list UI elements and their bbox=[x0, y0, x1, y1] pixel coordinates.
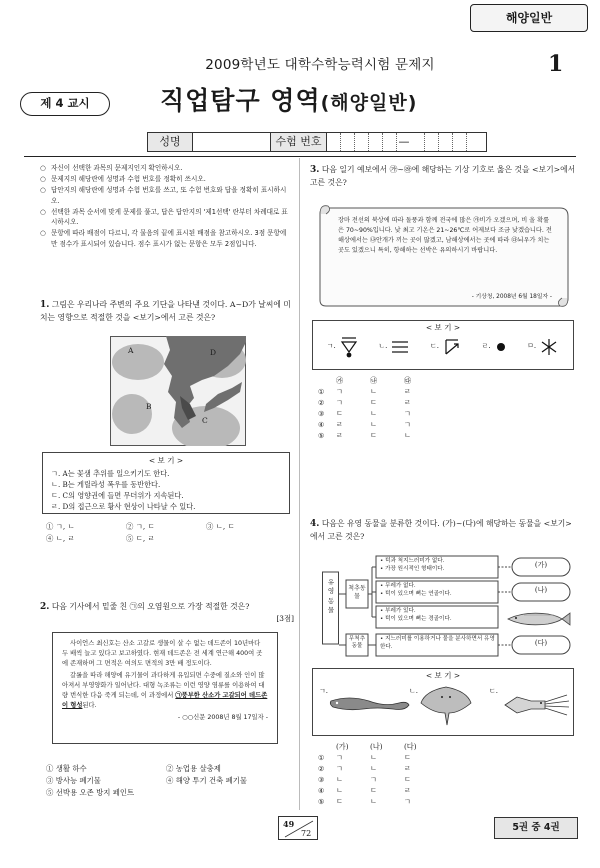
q1-options bbox=[46, 522, 286, 544]
period-badge: 제 4 교시 bbox=[20, 92, 110, 116]
table-row[interactable]: ③ ㄴ ㄱ ㄷ bbox=[318, 775, 411, 785]
column-divider bbox=[299, 158, 300, 810]
instruction-item: ○ 답안지의 해당란에 성명과 수험 번호를 쓰고, 또 수험 번호와 답을 정확히 표시하시오. bbox=[40, 186, 287, 205]
squid-icon bbox=[501, 687, 571, 723]
question-number: 2. bbox=[40, 602, 50, 612]
animal-letter: ㄴ. bbox=[409, 687, 418, 695]
bogi-title: < 보 기 > bbox=[425, 323, 461, 332]
map-label-d: D bbox=[210, 348, 217, 357]
footer-total: 72 bbox=[301, 829, 312, 838]
name-field[interactable] bbox=[193, 132, 271, 152]
option-2[interactable]: ② ㄱ, ㄷ bbox=[126, 522, 155, 531]
bogi-item: ㄱ. A는 꽃샘 추위를 일으키기도 한다. bbox=[51, 469, 170, 479]
question-3 bbox=[310, 163, 578, 190]
squall-symbol-icon bbox=[442, 338, 462, 356]
table-row[interactable]: ④ ㄹ ㄴ ㄱ bbox=[318, 420, 411, 430]
q3-forecast-scroll bbox=[316, 202, 572, 310]
bogi-title: < 보 기 > bbox=[425, 671, 461, 680]
footer-volume: 5권 중 4권 bbox=[494, 817, 578, 839]
q3-bogi-box bbox=[312, 320, 574, 370]
table-row[interactable]: ① ㄱ ㄴ ㄷ bbox=[318, 753, 411, 763]
q4-answer-table bbox=[318, 742, 438, 808]
subject-tag: 해양일반 bbox=[470, 4, 588, 32]
exam-no-field[interactable] bbox=[327, 132, 487, 152]
q2-article bbox=[52, 632, 278, 744]
q4-bogi-box bbox=[312, 668, 574, 736]
leaf-a: • 턱과 척지느러미가 없다. • 가장 원시적인 형태이다. bbox=[380, 558, 445, 572]
symbol-option-c: ㄷ. bbox=[430, 338, 462, 356]
forecast-source: - 기상청, 2008년 6월 18일자 - bbox=[471, 294, 552, 300]
exam-no-dash: — bbox=[398, 134, 410, 148]
rain-symbol-icon bbox=[494, 340, 508, 354]
table-header: ㉮ ㉯ ㉰ bbox=[336, 376, 412, 386]
exam-title: 2009학년도 대학수학능력시험 문제지 bbox=[205, 57, 435, 73]
footer-page: 49 bbox=[283, 819, 295, 829]
fish-icon bbox=[504, 608, 572, 630]
symbol-option-e: ㅁ. bbox=[527, 337, 559, 357]
bogi-item: ㄷ. C의 영향권에 들면 무더위가 지속된다. bbox=[51, 490, 184, 500]
option-5[interactable]: ⑤ ㄷ, ㄹ bbox=[126, 533, 155, 543]
animal-letter: ㄱ. bbox=[319, 687, 328, 695]
question-text: 다음 기사에서 밑줄 친 ㉠의 오염원으로 가장 적절한 것은? bbox=[51, 602, 250, 611]
q4-classification-tree bbox=[322, 554, 574, 664]
option-3[interactable]: ③ 방사능 폐기물 bbox=[46, 775, 101, 785]
article-paragraph: 갈롤을 따라 해양에 유기물이 과다하게 유입되면 수중에 질소와 인이 많아져서 부영양화가 일어난다. 대형 녹조류는 이런 영양 염류를 이용하여 대량 번식한 다음 죽게 되는데, 이 과정에서 ㉠풍부한 산소가 고갈되어 데드존이 형성된다. bbox=[62, 672, 268, 710]
article-paragraph: 사이언스 최신호는 산소 고갈로 생물이 살 수 없는 데드존이 10년마다 두 배씩 늘고 있다고 보고하였다. 현재 데드존은 전 세계 연근해 400여 곳에 존재하며 그 면적은 여의도 면적의 3만 배 정도이다. bbox=[62, 640, 263, 668]
symbol-option-a: ㄱ. bbox=[327, 336, 359, 358]
instructions bbox=[40, 163, 292, 250]
id-row bbox=[147, 132, 487, 152]
table-row[interactable]: ④ ㄴ ㄷ ㄹ bbox=[318, 786, 411, 796]
air-mass-map bbox=[110, 336, 246, 446]
leaf-c: • 부레가 있다. • 턱이 있으며 뼈는 경골이다. bbox=[380, 608, 452, 622]
name-label: 성명 bbox=[147, 132, 193, 152]
table-row[interactable]: ⑤ ㄷ ㄴ ㄱ bbox=[318, 797, 411, 807]
animal-letter: ㄷ. bbox=[489, 687, 498, 695]
underlined-phrase: ㉠풍부한 산소가 고갈되어 데드존이 형성 bbox=[62, 692, 268, 710]
bogi-item: ㄹ. D의 접근으로 황사 현상이 나타날 수 있다. bbox=[51, 501, 196, 511]
option-1[interactable]: ① 생활 하수 bbox=[46, 764, 87, 773]
main-subtitle: (해양일반) bbox=[320, 92, 418, 114]
bogi-item: ㄴ. B는 게릴라성 폭우를 동반한다. bbox=[51, 479, 161, 489]
main-title bbox=[160, 84, 417, 118]
option-1[interactable]: ① ㄱ, ㄴ bbox=[46, 522, 75, 531]
question-number: 1. bbox=[40, 300, 50, 310]
label-na: (나) bbox=[534, 586, 548, 594]
points-label: [3점] bbox=[276, 614, 294, 624]
leaf-b: • 무레가 없다. • 턱이 있으며 뼈는 연골이다. bbox=[380, 583, 452, 597]
leaf-d: • 지느러미를 이용하거나 물을 분사하면서 유영한다. bbox=[380, 636, 495, 650]
q3-answer-table bbox=[318, 376, 438, 442]
forecast-text: 장마 전선의 북상에 따라 돌풍과 함께 전국에 많은 ㉮비가 오겠으며, 비 올 확률은 70~90%입니다. 낮 최고 기온은 21~26℃로 어제보다 조금 낮겠습니다. 전 해상에서는 ㉯안개가 끼는 곳이 많겠고, 남해상에서는 곳에 따라 ㉰뇌우가 치는 곳도 있겠으니 특히, 항해하는 선박은 유의하시기 바랍니다. bbox=[338, 217, 552, 255]
map-label-b: B bbox=[146, 402, 152, 411]
table-row[interactable]: ⑤ ㄹ ㄷ ㄴ bbox=[318, 431, 411, 441]
fog-symbol-icon bbox=[390, 339, 410, 355]
branch-vertebrate: 척추동물 bbox=[348, 585, 366, 600]
thunderstorm-symbol-icon bbox=[339, 336, 359, 358]
option-5[interactable]: ⑤ 선박용 오존 방지 페인트 bbox=[46, 787, 135, 797]
question-text: 다음은 유영 동물을 분류한 것이다. (가)~(다)에 해당하는 동물을 <보기>에서 고른 것은? bbox=[310, 519, 572, 542]
question-number: 3. bbox=[310, 165, 320, 175]
option-2[interactable]: ② 농업용 살충제 bbox=[166, 764, 221, 773]
footer-page-counter bbox=[278, 816, 318, 840]
table-row[interactable]: ① ㄱ ㄴ ㄹ bbox=[318, 387, 411, 397]
q1-bogi-box bbox=[42, 452, 290, 514]
bogi-title: < 보 기 > bbox=[148, 456, 184, 465]
lamprey-icon bbox=[329, 689, 411, 717]
instruction-item: ○ 문항에 따라 배점이 다르니, 각 물음의 끝에 표시된 배점을 참고하시오. 3점 문항에만 점수가 표시되어 있습니다. 점수 표시가 없는 문항은 모두 2점입니다. bbox=[40, 229, 287, 248]
symbol-option-b: ㄴ. bbox=[378, 339, 410, 355]
header-divider bbox=[24, 156, 576, 157]
exam-no-label: 수험 번호 bbox=[271, 132, 327, 152]
table-header: (가) (나) (다) bbox=[336, 742, 417, 752]
stingray-icon bbox=[419, 683, 473, 727]
question-2 bbox=[40, 600, 294, 624]
instruction-item: ○ 자신이 선택한 과목의 문제지인지 확인하시오. bbox=[40, 164, 183, 172]
table-row[interactable]: ② ㄱ ㄴ ㄹ bbox=[318, 764, 411, 774]
main-title-text: 직업탐구 영역 bbox=[160, 86, 321, 115]
question-4 bbox=[310, 517, 578, 544]
snow-symbol-icon bbox=[539, 337, 559, 357]
table-row[interactable]: ② ㄱ ㄷ ㄹ bbox=[318, 398, 411, 408]
question-number: 4. bbox=[310, 519, 320, 529]
question-text: 그림은 우리나라 주변의 주요 기단을 나타낸 것이다. A~D가 날씨에 미치는 영향으로 적절한 것을 <보기>에서 고른 것은? bbox=[40, 300, 291, 323]
option-4[interactable]: ④ ㄴ, ㄹ bbox=[46, 533, 75, 543]
symbol-option-d: ㄹ. bbox=[482, 340, 508, 354]
instruction-item: ○ 문제지의 해당란에 성명과 수험 번호를 정확히 쓰시오. bbox=[40, 175, 206, 184]
option-3[interactable]: ③ ㄴ, ㄷ bbox=[206, 522, 235, 531]
tree-root: 유영동물 bbox=[327, 578, 335, 615]
page-number: 1 bbox=[548, 51, 564, 77]
label-ga: (가) bbox=[534, 561, 548, 569]
question-text: 다음 일기 예보에서 ㉮~㉱에 해당하는 기상 기호로 옳은 것을 <보기>에서 고른 것은? bbox=[310, 165, 576, 188]
q2-options bbox=[46, 764, 294, 798]
label-da: (다) bbox=[534, 639, 548, 647]
instruction-item: ○ 선택한 과목 순서에 맞게 문제를 풀고, 답은 답안지의 '제1선택' 란부터 차례대로 표시하시오. bbox=[40, 207, 288, 227]
map-label-c: C bbox=[202, 416, 208, 425]
table-row[interactable]: ③ ㄷ ㄴ ㄱ bbox=[318, 409, 411, 419]
branch-invertebrate: 무척추동물 bbox=[348, 636, 366, 650]
option-4[interactable]: ④ 해양 투기 건축 폐기물 bbox=[166, 775, 248, 785]
article-source: - ○○신문 2008년 8월 17일자 - bbox=[177, 714, 268, 722]
question-1 bbox=[40, 298, 294, 325]
map-label-a: A bbox=[128, 346, 134, 355]
